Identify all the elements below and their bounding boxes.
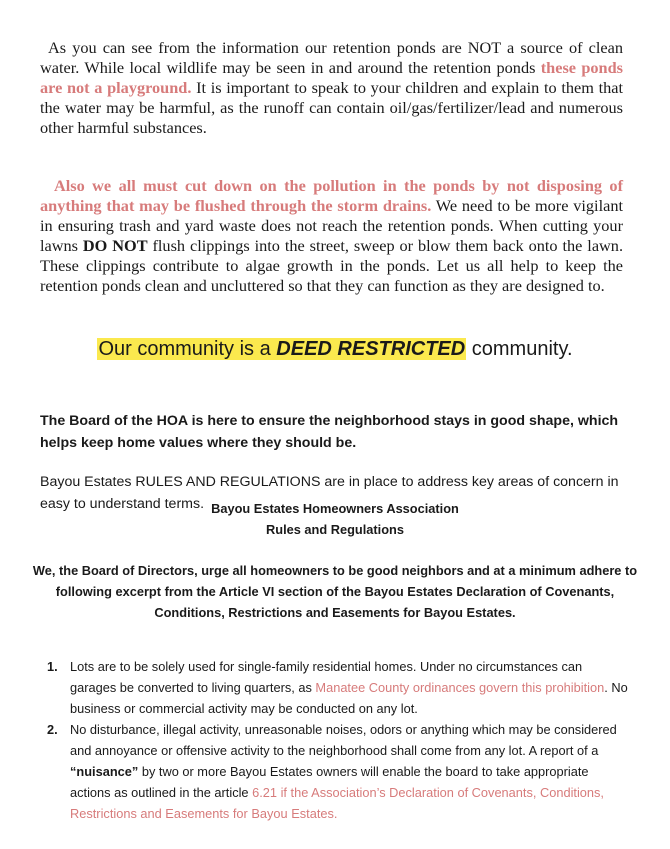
pollution-warning: Also we all must cut down on the pollution in the ponds by not disposing of anything that may be flushed through the storm drains.	[40, 176, 623, 215]
rule-item	[40, 719, 630, 824]
ponds-text: We need to be more vigilant in ensuring trash and yard waste does not reach the retention ponds. When cutting your lawns	[40, 196, 623, 255]
rule-text: . No business or commercial activity may be conducted on any lot.	[70, 680, 628, 716]
ponds-paragraph-2	[40, 176, 623, 296]
rule-text: No disturbance, illegal activity, unreasonable noises, odors or anything which may be considered and annoyance or offensive activity to the neighborhood shall come from any lot. A report of a	[70, 722, 617, 758]
board-statement: The Board of the HOA is here to ensure the neighborhood stays in good shape, which helps keep home values where they should be.	[40, 413, 619, 451]
rule-number: 2.	[47, 722, 58, 737]
ponds-text: As you can see from the information our retention ponds are NOT a source of clean water. While local wildlife may be seen in and around the retention ponds	[40, 38, 623, 77]
ponds-text: It is important to speak to your children and explain to them that the water may be harmful, as the runoff can contain oil/gas/fertilizer/lead and numerous other harmful substances.	[40, 78, 623, 137]
do-not-emphasis: DO NOT	[82, 236, 148, 255]
nuisance-emphasis: “nuisance”	[70, 764, 139, 779]
deed-restricted-heading	[0, 336, 670, 362]
deed-emphasis: DEED RESTRICTED	[276, 338, 466, 360]
association-heading	[0, 498, 670, 540]
rule-item	[40, 656, 630, 719]
deed-prefix: Our community is a	[98, 338, 277, 360]
association-subtitle: Rules and Regulations	[266, 522, 404, 537]
ponds-text: flush clippings into the street, sweep or blow them back onto the lawn. These clippings contribute to algae growth in the ponds. Let us all help to keep the retention ponds clean and uncluttered so that they can function as they are designed to.	[40, 236, 624, 295]
rule-text: by two or more Bayou Estates owners will enable the board to take appropriate actions as outlined in the article	[70, 764, 589, 800]
board-urge-statement: We, the Board of Directors, urge all homeowners to be good neighbors and at a minimum adhere to following excerpt from the Article VI section of the Bayou Estates Declaration of Covenants, Conditions, Restrictions and Easements for Bayou Estates.	[32, 563, 638, 620]
deed-suffix: community.	[466, 338, 573, 360]
rule-highlight: 6.21 if the Association’s Declaration of Covenants, Conditions, Restrictions and Easements for Bayou Estates.	[70, 785, 604, 821]
deed-highlight	[97, 338, 466, 360]
rules-list	[40, 656, 630, 824]
playground-warning: these ponds are not a playground.	[40, 58, 624, 97]
rules-intro: Bayou Estates RULES AND REGULATIONS are in place to address key areas of concern in easy to understand terms.	[40, 474, 619, 512]
ponds-paragraph-1	[40, 38, 623, 138]
rule-text: Lots are to be solely used for single-family residential homes. Under no circumstances can garages be converted to living quarters, as	[70, 659, 583, 695]
association-name: Bayou Estates Homeowners Association	[211, 501, 459, 516]
rule-number: 1.	[47, 659, 58, 674]
rule-highlight: Manatee County ordinances govern this prohibition	[315, 680, 605, 695]
